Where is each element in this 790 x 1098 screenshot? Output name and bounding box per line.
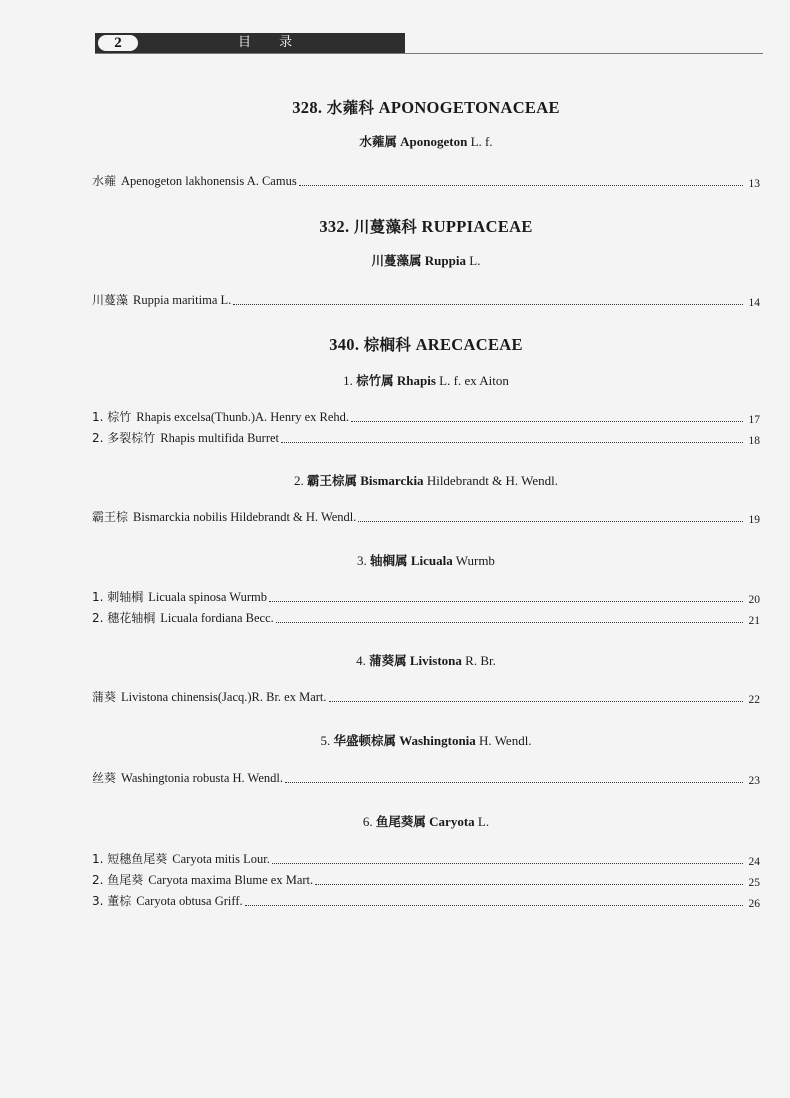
family-section <box>92 96 760 192</box>
page-ref: 25 <box>748 877 760 889</box>
dot-leader <box>245 905 743 906</box>
genus-heading: 水蕹属 Aponogeton L. f. <box>359 134 493 149</box>
dot-leader <box>329 701 743 702</box>
toc-entry[interactable]: 3. 董棕 Caryota obtusa Griff. 26 <box>92 891 760 912</box>
toc-entry[interactable]: 水蕹 Apenogeton lakhonensis A. Camus 13 <box>92 171 760 192</box>
page-ref: 14 <box>748 297 760 309</box>
toc-entry[interactable]: 1. 棕竹 Rhapis excelsa(Thunb.)A. Henry ex Rehd. 17 <box>92 407 760 428</box>
genus-heading: 4. 蒲葵属 Livistona R. Br. <box>356 653 496 668</box>
family-heading: 340. 棕榈科 ARECACEAE <box>329 335 523 354</box>
dot-leader <box>315 884 743 885</box>
page-ref: 20 <box>748 594 760 606</box>
toc-content <box>92 96 760 912</box>
dot-leader <box>285 782 743 783</box>
toc-entry[interactable]: 2. 鱼尾葵 Caryota maxima Blume ex Mart. 25 <box>92 870 760 891</box>
dot-leader <box>358 521 743 522</box>
page-number: 2 <box>96 33 140 53</box>
dot-leader <box>276 622 743 623</box>
genus-heading: 川蔓藻属 Ruppia L. <box>371 253 481 268</box>
page-ref: 19 <box>748 514 760 526</box>
family-section <box>92 215 760 311</box>
page-ref: 22 <box>748 694 760 706</box>
genus-heading: 3. 轴榈属 Licuala Wurmb <box>357 553 495 568</box>
dot-leader <box>281 442 743 443</box>
toc-entry[interactable]: 丝葵 Washingtonia robusta H. Wendl. 23 <box>92 768 760 789</box>
dot-leader <box>233 304 743 305</box>
toc-entry[interactable]: 川蔓藻 Ruppia maritima L. 14 <box>92 290 760 311</box>
header-title: 目 录 <box>238 35 305 50</box>
family-heading: 328. 水蕹科 APONOGETONACEAE <box>292 98 560 117</box>
page-ref: 17 <box>748 414 760 426</box>
toc-entry[interactable]: 1. 刺轴榈 Licuala spinosa Wurmb 20 <box>92 587 760 608</box>
toc-entry[interactable]: 蒲葵 Livistona chinensis(Jacq.)R. Br. ex Mart. 22 <box>92 687 760 708</box>
genus-heading: 6. 鱼尾葵属 Caryota L. <box>362 814 490 829</box>
toc-entry[interactable]: 1. 短穗鱼尾葵 Caryota mitis Lour. 24 <box>92 849 760 870</box>
page-ref: 21 <box>748 615 760 627</box>
genus-heading: 5. 华盛顿棕属 Washingtonia H. Wendl. <box>320 733 532 748</box>
dot-leader <box>269 601 743 602</box>
dot-leader <box>272 863 743 864</box>
page-ref: 24 <box>748 856 760 868</box>
genus-heading: 1. 棕竹属 Rhapis L. f. ex Aiton <box>343 373 509 388</box>
page-ref: 23 <box>748 775 760 787</box>
page-ref: 13 <box>748 178 760 190</box>
family-section <box>92 333 760 912</box>
toc-entry[interactable]: 2. 多裂棕竹 Rhapis multifida Burret 18 <box>92 428 760 449</box>
dot-leader <box>299 185 743 186</box>
toc-entry[interactable]: 霸王棕 Bismarckia nobilis Hildebrandt & H. Wendl. 19 <box>92 507 760 528</box>
dot-leader <box>351 421 743 422</box>
page-ref: 18 <box>748 435 760 447</box>
toc-entry[interactable]: 2. 穗花轴榈 Licuala fordiana Becc. 21 <box>92 608 760 629</box>
header-rule <box>95 53 763 54</box>
page-ref: 26 <box>748 898 760 910</box>
genus-heading: 2. 霸王棕属 Bismarckia Hildebrandt & H. Wendl. <box>293 473 559 488</box>
family-heading: 332. 川蔓藻科 RUPPIACEAE <box>319 217 533 236</box>
